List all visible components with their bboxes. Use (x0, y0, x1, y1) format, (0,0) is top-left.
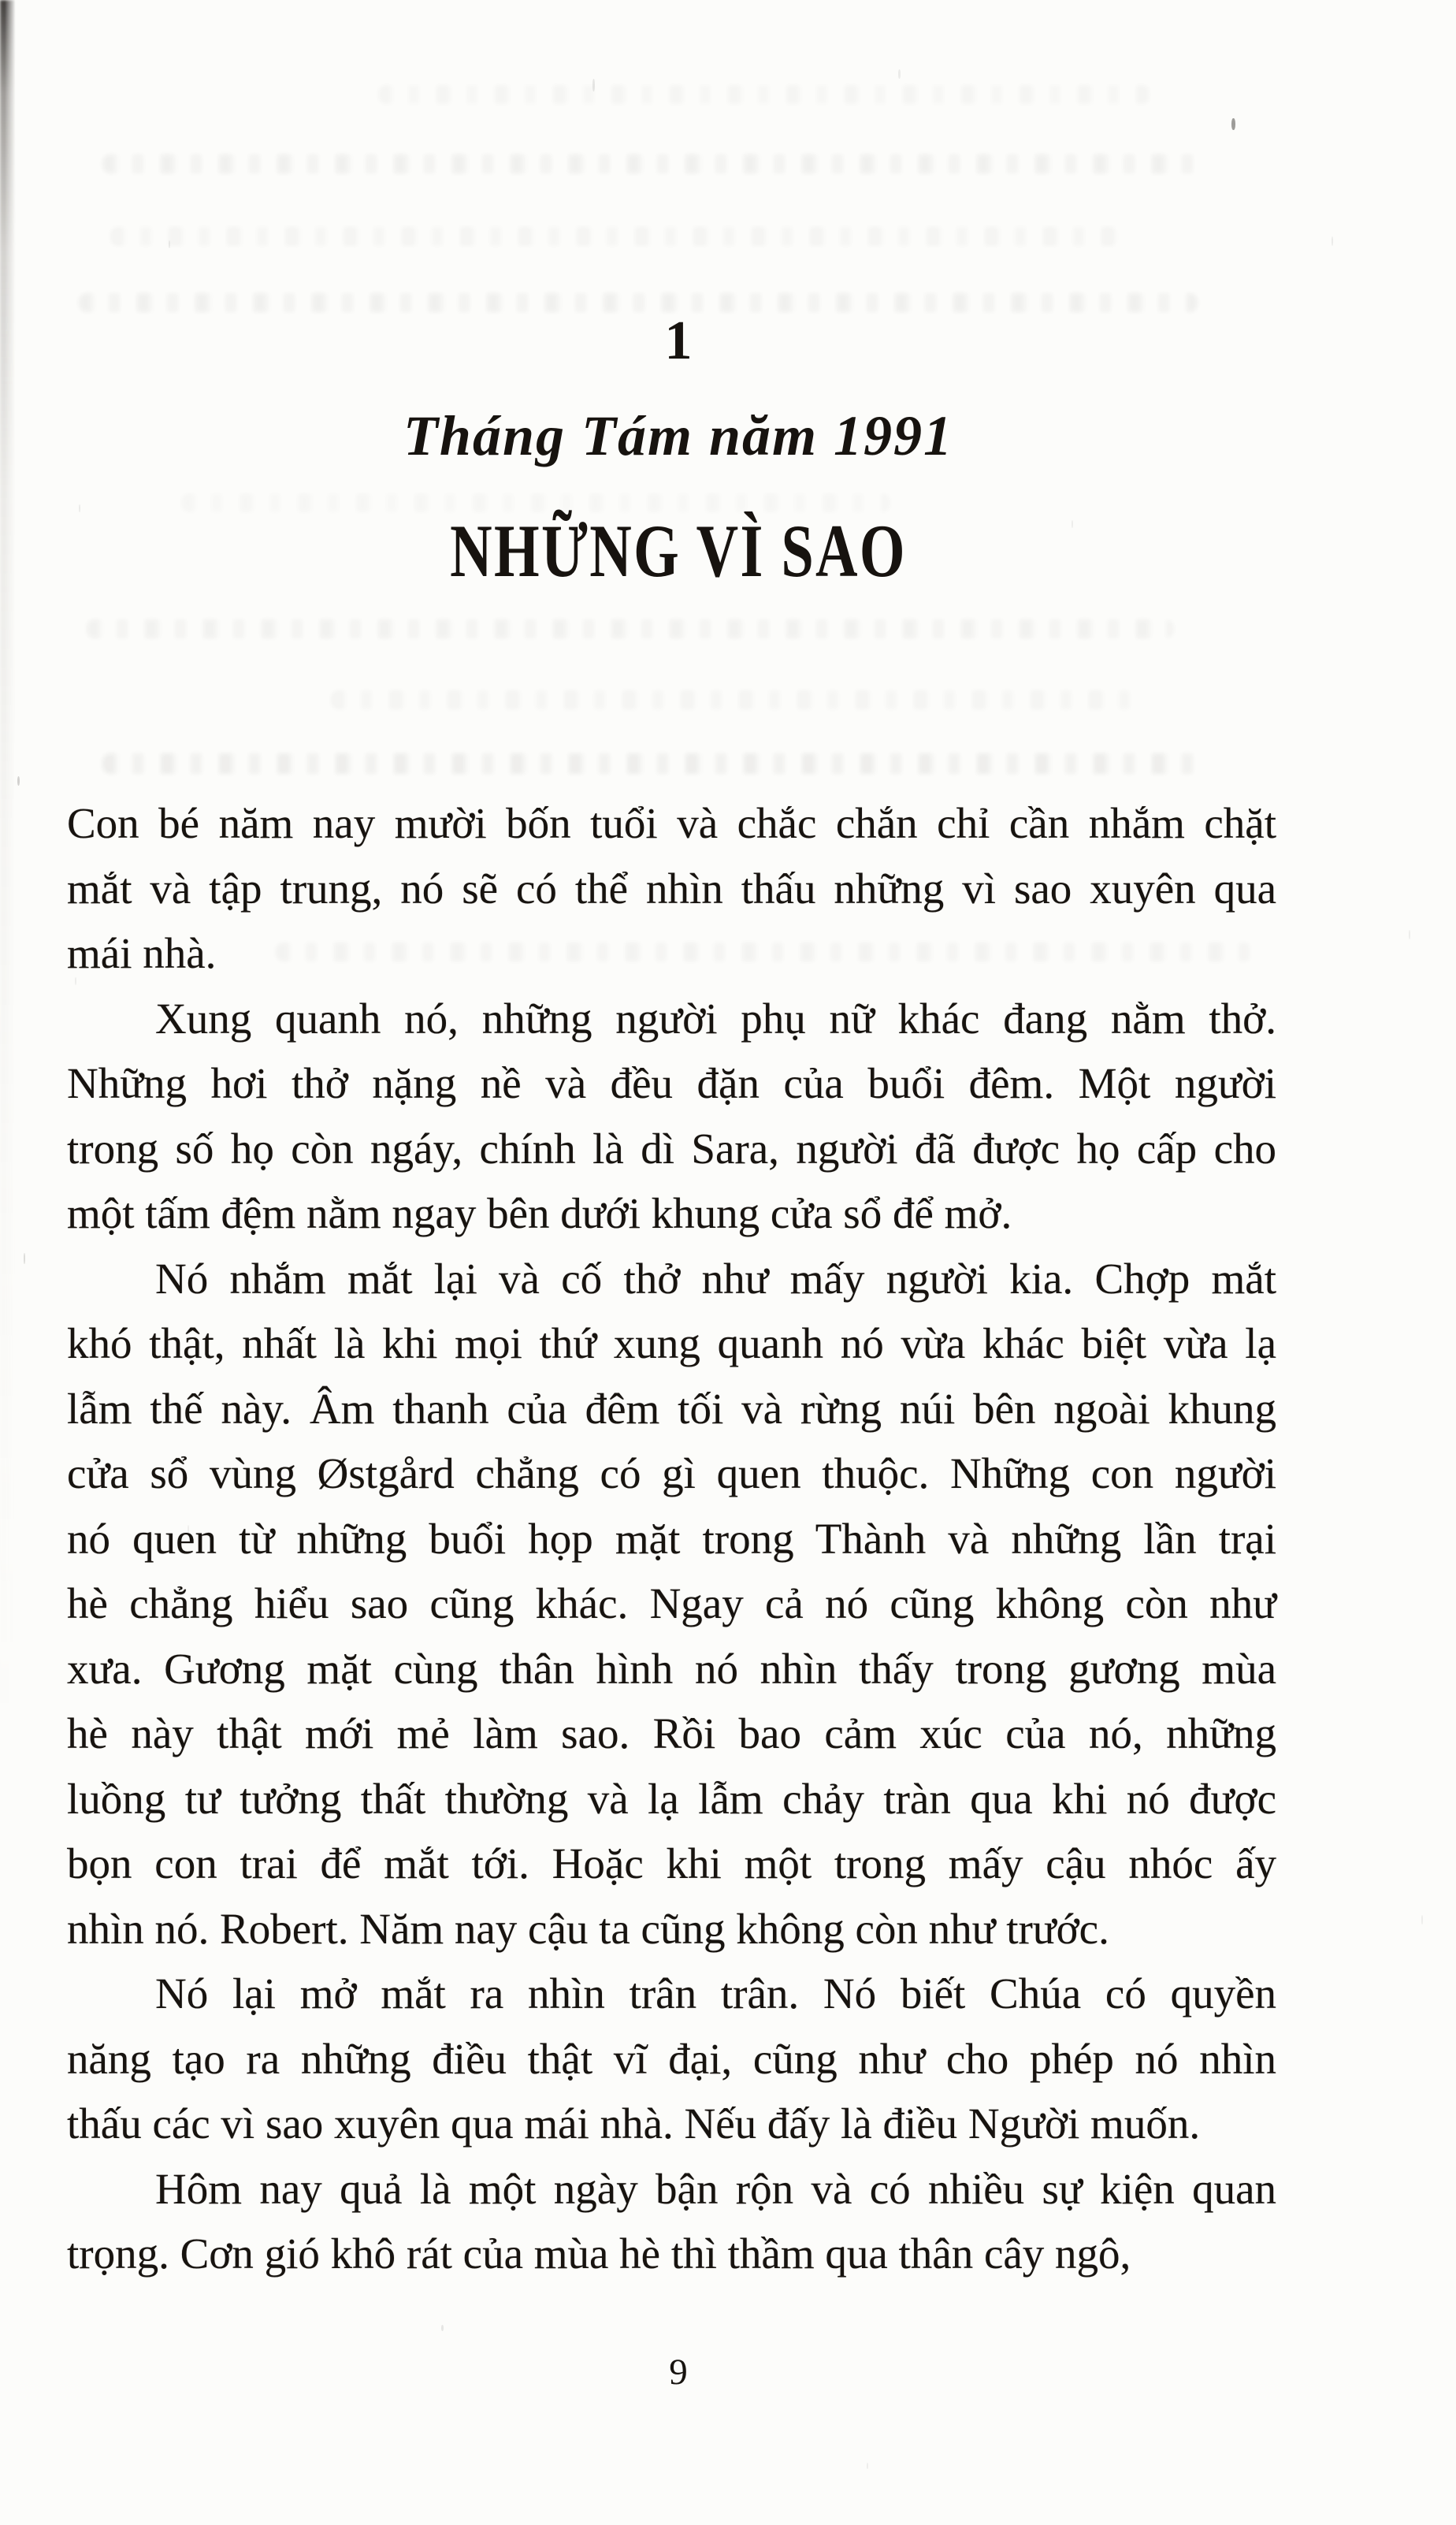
bleedthrough-line (331, 690, 1135, 709)
text-line: mắt và tập trung, nó sẽ có thể nhìn thấu những vì sao xuyên qua (67, 864, 1276, 913)
dust-speck (867, 2463, 868, 2469)
text-line: Nó nhắm mắt lại và cố thở như mấy người kia. Chợp mắt (155, 1254, 1276, 1303)
text-line: Nó lại mở mắt ra nhìn trân trân. Nó biết Chúa có quyền (155, 1969, 1276, 2017)
text-line: Những hơi thở nặng nề và đều đặn của buổi đêm. Một người (67, 1059, 1276, 1107)
text-line: mái nhà. (67, 929, 217, 977)
dust-speck (79, 504, 80, 512)
text-line: thấu các vì sao xuyên qua mái nhà. Nếu đấy là điều Người muốn. (67, 2099, 1201, 2148)
text-line: hè này thật mới mẻ làm sao. Rồi bao cảm xúc của nó, những (67, 1709, 1276, 1757)
paragraph (67, 1247, 1276, 1962)
scan-edge-shadow (0, 0, 16, 2525)
bleedthrough-line (378, 85, 1150, 104)
chapter-date: Tháng Tám năm 1991 (403, 404, 954, 467)
bleedthrough-line (102, 753, 1198, 774)
dust-speck (24, 1253, 25, 1264)
dust-speck (1409, 930, 1410, 939)
chapter-number: 1 (664, 311, 693, 371)
dust-speck (1332, 236, 1333, 246)
page-number: 9 (669, 2352, 688, 2393)
text-line: Hôm nay quả là một ngày bận rộn và có nhiều sự kiện quan (155, 2164, 1276, 2213)
dust-speck (169, 240, 170, 248)
text-line: một tấm đệm nằm ngay bên dưới khung cửa sổ để mở. (67, 1189, 1012, 1237)
text-line: cửa sổ vùng Østgård chẳng có gì quen thuộc. Những con người (67, 1449, 1276, 1497)
dust-speck (17, 776, 20, 786)
paragraph (67, 1962, 1276, 2157)
dust-speck (441, 2325, 444, 2331)
text-line: năng tạo ra những điều thật vĩ đại, cũng như cho phép nó nhìn (67, 2034, 1276, 2083)
paragraph (67, 791, 1276, 987)
dust-speck (1231, 118, 1235, 130)
dust-speck (898, 69, 901, 79)
paragraph (67, 987, 1276, 1247)
text-line: Xung quanh nó, những người phụ nữ khác đang nằm thở. (155, 994, 1276, 1043)
text-line: trong số họ còn ngáy, chính là dì Sara, người đã được họ cấp cho (67, 1124, 1276, 1173)
text-line: Con bé năm nay mười bốn tuổi và chắc chắn chỉ cần nhắm chặt (67, 799, 1276, 847)
text-line: hè chẳng hiểu sao cũng khác. Ngay cả nó cũng không còn như (67, 1579, 1276, 1627)
text-line: khó thật, nhất là khi mọi thứ xung quanh nó vừa khác biệt vừa lạ (67, 1319, 1276, 1367)
text-line: xưa. Gương mặt cùng thân hình nó nhìn thấy trong gương mùa (67, 1644, 1276, 1693)
text-line: nhìn nó. Robert. Năm nay cậu ta cũng không còn như trước. (67, 1904, 1109, 1953)
bleedthrough-line (87, 619, 1174, 638)
text-line: nó quen từ những buổi họp mặt trong Thành và những lần trại (67, 1514, 1276, 1563)
dust-speck (592, 79, 595, 91)
bleedthrough-line (79, 293, 1198, 312)
text-line: luồng tư tưởng thất thường và lạ lẫm chảy tràn qua khi nó được (67, 1774, 1276, 1823)
text-line: trọng. Cơn gió khô rát của mùa hè thì thầm qua thân cây ngô, (67, 2229, 1131, 2278)
text-line: lẫm thế này. Âm thanh của đêm tối và rừng núi bên ngoài khung (67, 1384, 1276, 1433)
paragraph (67, 2157, 1276, 2287)
bleedthrough-line (110, 227, 1119, 246)
bleedthrough-line (102, 154, 1198, 173)
text-line: bọn con trai để mắt tới. Hoặc khi một trong mấy cậu nhóc ấy (67, 1839, 1276, 1887)
dust-speck (1421, 1915, 1423, 1924)
body-text (67, 791, 1276, 2287)
chapter-title: NHỮNG VÌ SAO (450, 509, 907, 593)
